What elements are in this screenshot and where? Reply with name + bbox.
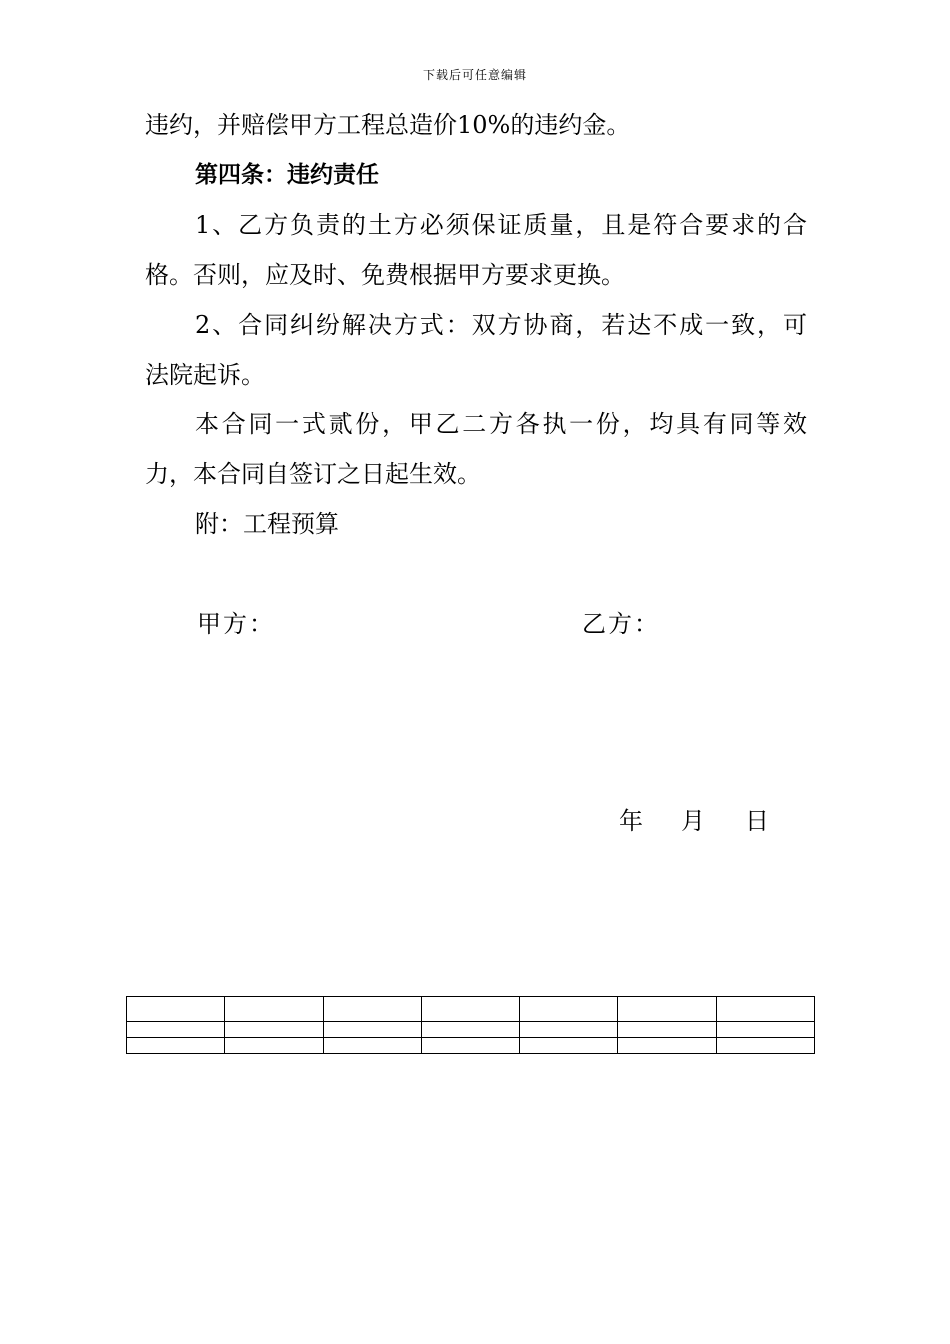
copies-line1: 本合同一式贰份，甲乙二方各执一份，均具有同等效 <box>195 410 807 438</box>
date-year: 年 <box>619 807 643 835</box>
page-header: 下载后可任意编辑 <box>422 68 527 82</box>
table-cell <box>421 997 519 1022</box>
table-cell <box>716 1038 814 1054</box>
table-row <box>127 1022 815 1038</box>
item1-line1: 1、乙方负责的土方必须保证质量，且是符合要求的合 <box>195 211 807 239</box>
date-day: 日 <box>745 807 769 835</box>
table-cell <box>225 997 323 1022</box>
table-cell <box>323 1038 421 1054</box>
table-cell <box>520 1038 618 1054</box>
table-cell <box>716 997 814 1022</box>
table-cell <box>421 1038 519 1054</box>
table-cell <box>127 1022 225 1038</box>
table-cell <box>618 997 716 1022</box>
budget-table <box>126 996 815 1054</box>
table-row <box>127 997 815 1022</box>
table-cell <box>520 997 618 1022</box>
table-cell <box>225 1022 323 1038</box>
attachment-line: 附：工程预算 <box>195 510 339 538</box>
date-month: 月 <box>681 807 705 835</box>
item2-line2: 法院起诉。 <box>145 361 265 389</box>
breach-penalty-text: 违约，并赔偿甲方工程总造价10%的违约金。 <box>145 111 631 139</box>
table-cell <box>127 1038 225 1054</box>
table-row <box>127 1038 815 1054</box>
table-cell <box>225 1038 323 1054</box>
table-cell <box>421 1022 519 1038</box>
table-cell <box>323 1022 421 1038</box>
table-cell <box>127 997 225 1022</box>
item2-line1: 2、合同纠纷解决方式：双方协商，若达不成一致，可 <box>195 311 807 339</box>
table-cell <box>618 1022 716 1038</box>
copies-line2: 力，本合同自签订之日起生效。 <box>145 460 481 488</box>
table-cell <box>323 997 421 1022</box>
party-b-signature: 乙方： <box>582 610 660 638</box>
table-cell <box>520 1022 618 1038</box>
table-cell <box>618 1038 716 1054</box>
article-heading: 第四条：违约责任 <box>195 162 379 188</box>
table-cell <box>716 1022 814 1038</box>
party-a-signature: 甲方： <box>197 610 275 638</box>
item1-line2: 格。否则，应及时、免费根据甲方要求更换。 <box>145 261 625 289</box>
